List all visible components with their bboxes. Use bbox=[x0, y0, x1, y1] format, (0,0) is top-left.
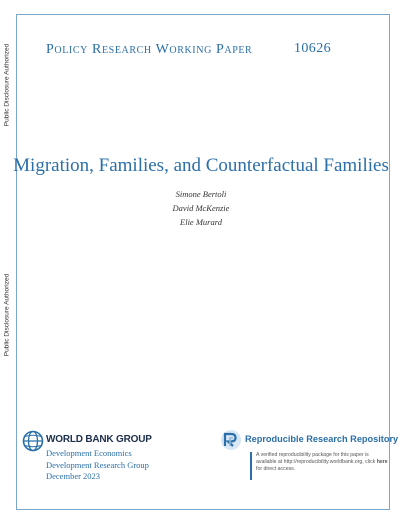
unit-line: Development Economics bbox=[46, 448, 132, 458]
disclosure-label-bottom bbox=[2, 240, 12, 390]
repository-link[interactable]: here bbox=[376, 459, 388, 466]
repository-logo-icon bbox=[220, 429, 242, 451]
repository-note bbox=[256, 452, 388, 474]
paper-number: 10626 bbox=[294, 41, 331, 56]
unit-line: December 2023 bbox=[46, 471, 101, 481]
repository-note-end: for direct access. bbox=[256, 466, 296, 473]
disclosure-text-bottom: Public Disclosure Authorized bbox=[3, 273, 11, 357]
author: Elie Murard bbox=[180, 217, 222, 227]
author-list bbox=[0, 187, 402, 229]
repository-note-text: A verified reproducibility package for this paper is available at http://reproducibility.worldbank.org, click bbox=[256, 452, 377, 466]
repository-divider bbox=[250, 452, 252, 480]
publisher-name: WORLD BANK GROUP bbox=[46, 434, 152, 445]
unit-line: Development Research Group bbox=[46, 459, 149, 470]
disclosure-label-top bbox=[2, 10, 12, 160]
series-title: Policy Research Working Paper bbox=[46, 42, 253, 57]
author: Simone Bertoli bbox=[175, 189, 227, 199]
world-bank-globe-icon bbox=[22, 430, 44, 452]
repository-name: Reproducible Research Repository bbox=[245, 434, 399, 444]
disclosure-text-top: Public Disclosure Authorized bbox=[3, 43, 11, 127]
author: David McKenzie bbox=[172, 203, 230, 213]
paper-title: Migration, Families, and Counterfactual Families bbox=[13, 155, 389, 176]
publisher-units bbox=[46, 448, 149, 483]
